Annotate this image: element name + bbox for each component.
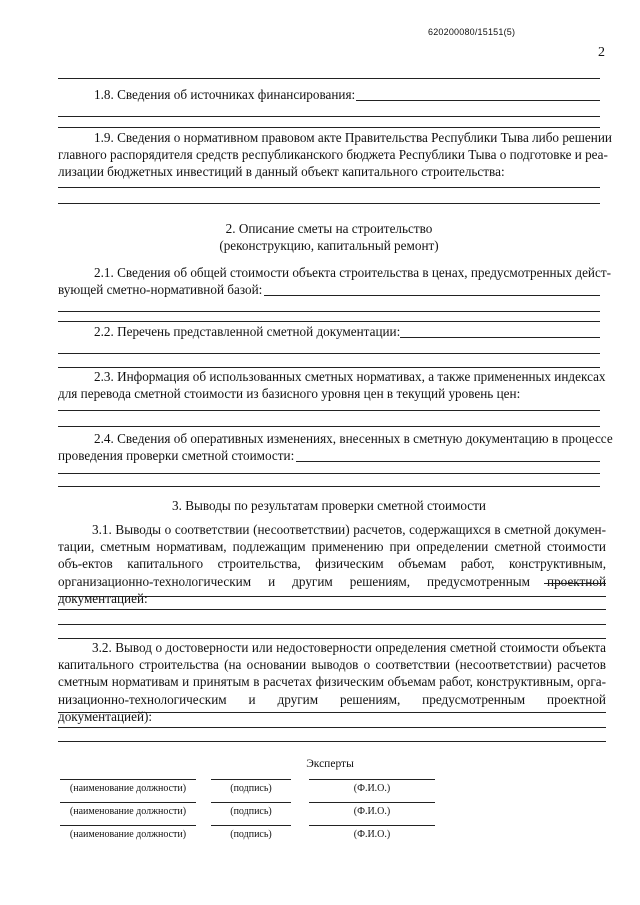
name-caption: (Ф.И.О.) <box>353 829 391 840</box>
position-line[interactable] <box>60 779 196 780</box>
name-caption: (Ф.И.О.) <box>353 806 391 817</box>
fill-line-1-8[interactable] <box>356 100 600 101</box>
page-number: 2 <box>598 45 605 60</box>
fill-line[interactable] <box>58 426 600 427</box>
fill-line[interactable] <box>58 203 600 204</box>
fill-line[interactable] <box>58 311 600 312</box>
item-3-1-body: 3.1. Выводы о соответствии (несоответствии) расчетов, содержащихся в сметной докумен-тации, сметным нормативам, подлежащим применению при определении сметной стоимости объ-ектов капитального строительства, физическим объемам работ, конструктивным, организационно-технологическим и другим решениям, предусмотренным проектной документацией: <box>58 522 606 606</box>
item-1-9-line1: 1.9. Сведения о нормативном правовом акте Правительства Республики Тыва либо решении <box>94 130 612 145</box>
position-caption: (наименование должности) <box>69 829 187 840</box>
item-2-1-line1: 2.1. Сведения об общей стоимости объекта строительства в ценах, предусмотренных дейст- <box>94 265 611 280</box>
item-2-4-line1: 2.4. Сведения об оперативных изменениях, внесенных в сметную документацию в процессе <box>94 431 613 446</box>
item-2-3-line2: для перевода сметной стоимости из базисного уровня цен в текущий уровень цен: <box>58 386 521 401</box>
fill-line[interactable] <box>58 187 600 188</box>
item-1-8-label: 1.8. Сведения об источниках финансирования: <box>94 87 356 102</box>
name-line[interactable] <box>309 802 435 803</box>
fill-line[interactable] <box>58 609 606 610</box>
item-2-1-line2: вующей сметно-нормативной базой: <box>58 282 263 297</box>
section-3-title: 3. Выводы по результатам проверки сметной стоимости <box>172 498 486 513</box>
fill-line-2-4[interactable] <box>296 461 600 462</box>
item-1-9-line2: главного распорядителя средств республиканского бюджета Республики Тыва о подготовке и реа- <box>58 147 608 162</box>
fill-line[interactable] <box>58 712 606 713</box>
item-3-1-text <box>58 521 606 607</box>
position-caption: (наименование должности) <box>69 783 187 794</box>
signature-caption: (подпись) <box>230 806 272 817</box>
fill-line[interactable] <box>58 596 606 597</box>
document-code: 620200080/15151(5) <box>428 27 516 37</box>
name-line[interactable] <box>309 825 435 826</box>
name-caption: (Ф.И.О.) <box>353 783 391 794</box>
fill-line[interactable] <box>58 741 606 742</box>
signature-caption: (подпись) <box>230 829 272 840</box>
signature-line[interactable] <box>211 802 291 803</box>
item-2-4-line2: проведения проверки сметной стоимости: <box>58 448 295 463</box>
form-line <box>58 78 600 79</box>
signature-line[interactable] <box>211 825 291 826</box>
fill-line-2-1[interactable] <box>264 295 600 296</box>
signature-caption: (подпись) <box>230 783 272 794</box>
item-3-2-body: 3.2. Вывод о достоверности или недостоверности определения сметной стоимости объекта капитального строительства (на основании выводов о соответствии (несоответствии) расчетов сметным нормативам и принятым в расчетах физическим объемам работ, конструктивным, орга-низационно-технологическим и другим решениям, предусмотренным проектной документацией): <box>58 640 606 724</box>
fill-line[interactable] <box>58 353 600 354</box>
item-2-3-line1: 2.3. Информация об использованных сметных нормативах, а также примененных индексах <box>94 369 606 384</box>
item-2-2-label: 2.2. Перечень представленной сметной документации: <box>94 324 401 339</box>
fill-line[interactable] <box>58 486 600 487</box>
signature-line[interactable] <box>211 779 291 780</box>
fill-line[interactable] <box>58 410 600 411</box>
experts-heading: Эксперты <box>306 758 354 770</box>
fill-line-3-1[interactable] <box>544 583 606 584</box>
position-caption: (наименование должности) <box>69 806 187 817</box>
fill-line-2-2[interactable] <box>400 337 600 338</box>
name-line[interactable] <box>309 779 435 780</box>
form-line <box>58 321 600 322</box>
section-2-subtitle: (реконструкцию, капитальный ремонт) <box>219 238 439 253</box>
form-line <box>58 127 600 128</box>
fill-line[interactable] <box>58 624 606 625</box>
fill-line[interactable] <box>58 727 606 728</box>
fill-line[interactable] <box>58 473 600 474</box>
position-line[interactable] <box>60 802 196 803</box>
section-2-title: 2. Описание сметы на строительство <box>225 221 433 236</box>
position-line[interactable] <box>60 825 196 826</box>
item-1-9-line3: лизации бюджетных инвестиций в данный объект капитального строительства: <box>58 164 505 179</box>
fill-line[interactable] <box>58 116 600 117</box>
